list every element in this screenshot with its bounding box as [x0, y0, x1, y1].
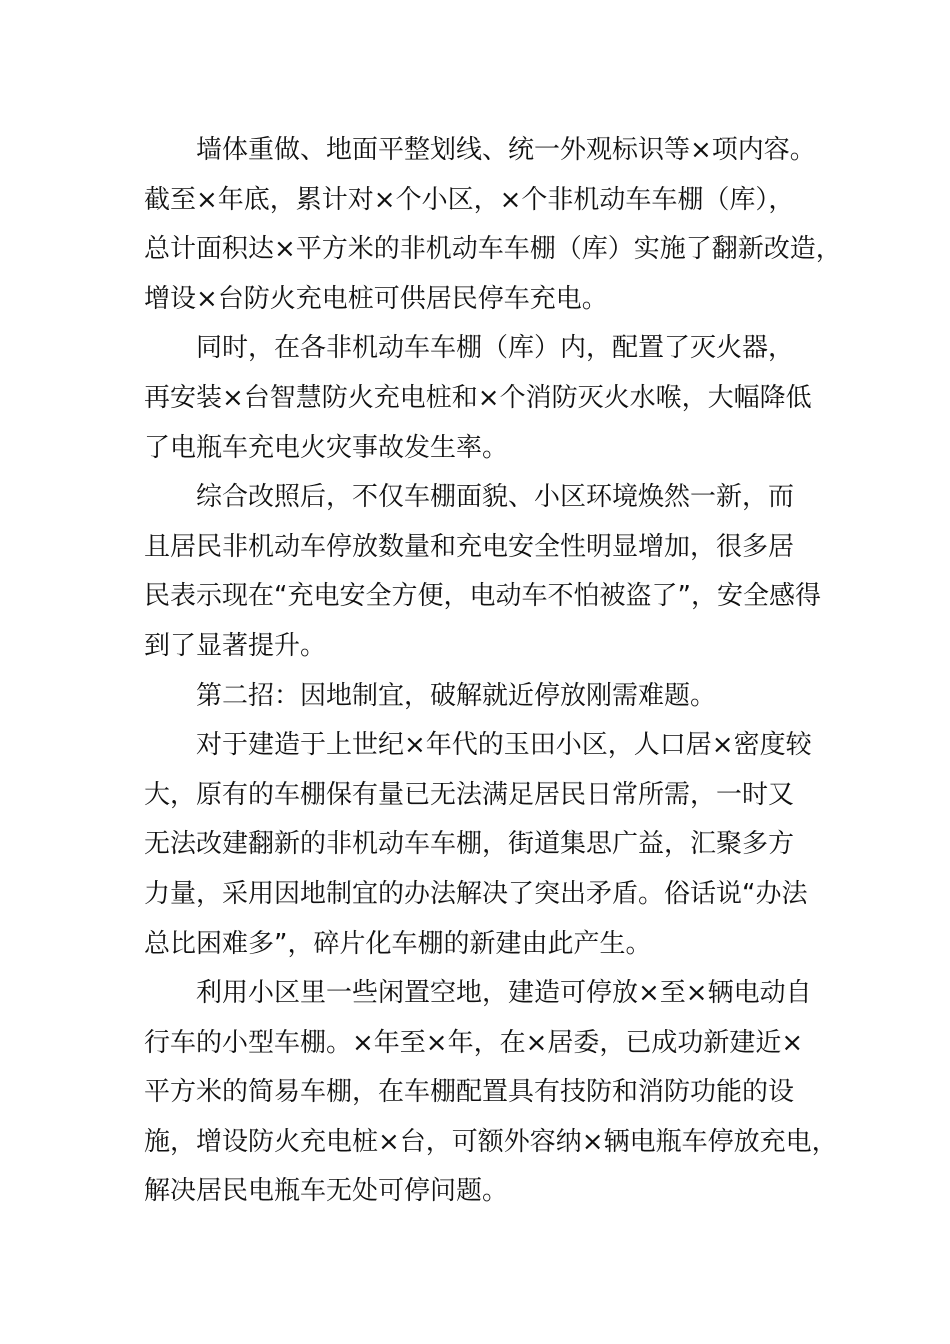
text-line: 增设×台防火充电桩可供居民停车充电。	[144, 283, 608, 314]
text-line: 无法改建翻新的非机动车车棚，街道集思广益，汇聚多方	[144, 829, 795, 860]
text-line: 民表示现在“充电安全方便，电动车不怕被盗了”，安全感得	[144, 581, 821, 612]
text-line: 再安装×台智慧防火充电桩和×个消防灭火水喉，大幅降低	[144, 382, 812, 413]
paragraph-1	[144, 126, 842, 324]
text-line: 大，原有的车棚保有量已无法满足居民日常所需，一时又	[144, 779, 795, 810]
text-line: 解决居民电瓶车无处可停问题。	[144, 1176, 509, 1207]
text-line: 平方米的简易车棚，在车棚配置具有技防和消防功能的设	[144, 1077, 795, 1108]
text-line: 力量，采用因地制宜的办法解决了突出矛盾。俗话说“办法	[144, 878, 808, 909]
section-heading	[144, 672, 834, 722]
paragraph-5	[144, 721, 834, 969]
text-line: 墙体重做、地面平整划线、统一外观标识等×项内容。	[196, 135, 816, 165]
document-body	[144, 126, 842, 1217]
paragraph-6	[144, 969, 838, 1217]
paragraph-3	[144, 473, 834, 671]
text-line: 利用小区里一些闲置空地，建造可停放×至×辆电动自	[196, 978, 812, 1009]
text-line: 总比困难多”，碎片化车棚的新建由此产生。	[144, 928, 652, 959]
text-line: 综合改照后，不仅车棚面貌、小区环境焕然一新，而	[196, 482, 795, 513]
heading-line: 第二招：因地制宜，破解就近停放刚需难题。	[196, 680, 717, 711]
text-line: 到了显著提升。	[144, 630, 327, 661]
text-line: 施，增设防火充电桩×台，可额外容纳×辆电瓶车停放充电，	[144, 1126, 838, 1157]
paragraph-2	[144, 324, 834, 473]
text-line: 总计面积达×平方米的非机动车车棚（库）实施了翻新改造，	[144, 234, 842, 265]
text-line: 了电瓶车充电火灾事故发生率。	[144, 432, 509, 463]
text-line: 截至×年底，累计对×个小区，×个非机动车车棚（库），	[144, 184, 795, 215]
text-line: 行车的小型车棚。×年至×年，在×居委，已成功新建近×	[144, 1027, 804, 1058]
text-line: 对于建造于上世纪×年代的玉田小区，人口居×密度较	[196, 730, 812, 761]
text-line: 同时，在各非机动车车棚（库）内，配置了灭火器，	[196, 333, 795, 364]
text-line: 且居民非机动车停放数量和充电安全性明显增加，很多居	[144, 531, 795, 562]
